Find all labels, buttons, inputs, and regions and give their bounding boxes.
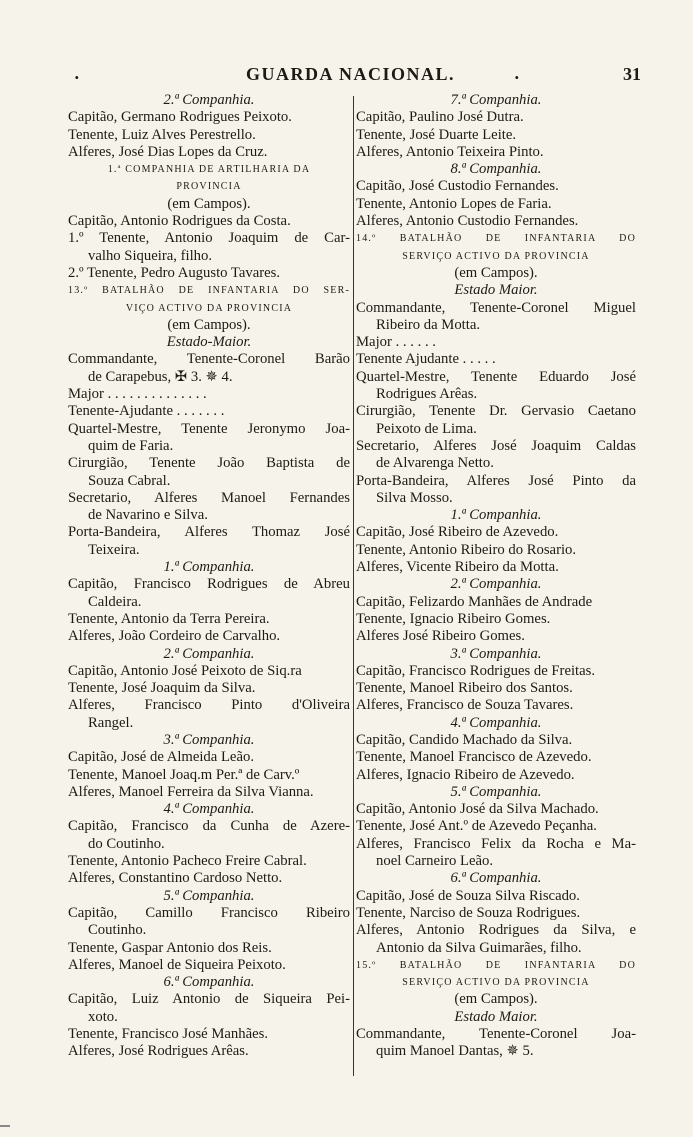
running-title: GUARDA NACIONAL. (245, 64, 455, 84)
section-heading: 2.ª Companhia. (163, 92, 255, 108)
text-line: Tenente-Ajudante . . . . . . . (68, 403, 225, 420)
text-line: Tenente, Manoel Ribeiro dos Santos. (356, 680, 573, 697)
text-line: Antonio da Silva Guimarães, filho. (376, 939, 582, 956)
text-line: Tenente Ajudante . . . . . (356, 351, 496, 368)
text-line: Alferes, Francisco Pinto d'Oliveira (68, 697, 350, 714)
text-line: Capitão, Paulino José Dutra. (356, 109, 524, 126)
section-heading: 1.ª Companhia. (450, 507, 542, 524)
text-line: Tenente, Manoel Joaq.m Per.ª de Carv.º (68, 766, 300, 783)
text-line: Tenente, Luiz Alves Perestrello. (68, 126, 256, 143)
page-header (60, 60, 641, 88)
text-line: quim Manoel Dantas, ✵ 5. (376, 1043, 534, 1060)
header-left-mark: · (74, 68, 80, 87)
text-line: Major . . . . . . . . . . . . . . (68, 386, 207, 403)
text-line: Ribeiro da Motta. (376, 316, 481, 333)
section-heading: 1.ª Companhia. (163, 559, 255, 576)
unit-heading: SERVIÇO ACTIVO DA PROVINCIA (402, 977, 590, 989)
text-line: Alferes, Antonio Custodio Fernandes. (356, 213, 579, 230)
text-line: Commandante, Tenente-Coronel Miguel (356, 299, 636, 316)
text-line: Alferes, Antonio Rodrigues da Silva, e (356, 922, 636, 939)
text-line: Tenente, Francisco José Manhães. (68, 1026, 269, 1043)
text-line: Capitão, Francisco Rodrigues de Abreu (68, 576, 350, 593)
text-line: Porta-Bandeira, Alferes Thomaz José (68, 524, 350, 541)
section-heading: 3.ª Companhia. (163, 731, 255, 748)
text-line: Alferes, Antonio Teixeira Pinto. (356, 143, 544, 160)
section-heading: 4.ª Companhia. (163, 801, 255, 818)
text-line: Alferes, Francisco Felix da Rocha e Ma- (356, 835, 636, 852)
text-line: quim de Faria. (88, 437, 174, 454)
section-heading: 5.ª Companhia. (450, 783, 542, 800)
text-line: Cirurgião, Tenente Dr. Gervasio Caetano (356, 403, 636, 420)
unit-heading: 14.º BATALHÃO DE INFANTARIA DO (356, 233, 636, 245)
text-line: noel Carneiro Leão. (376, 853, 494, 870)
text-line: Secretario, Alferes Manoel Fernandes (68, 489, 350, 506)
text-line: Capitão, Luiz Antonio de Siqueira Pei- (68, 991, 350, 1008)
text-line: Rodrigues Arêas. (376, 386, 478, 403)
section-heading: 4.ª Companhia. (450, 714, 542, 731)
page-number: 31 (623, 64, 641, 84)
header-mid-mark: · (514, 68, 520, 87)
text-line: Alferes, Manoel de Siqueira Peixoto. (68, 956, 286, 973)
text-line: Peixoto de Lima. (376, 420, 477, 437)
text-line: Alferes, Vicente Ribeiro da Motta. (356, 559, 559, 576)
text-line: Tenente, José Duarte Leite. (356, 126, 517, 143)
text-line: Capitão, José de Almeida Leão. (68, 749, 254, 766)
text-line: Capitão, Camillo Francisco Ribeiro (68, 904, 350, 921)
text-line: (em Campos). (454, 264, 538, 281)
text-line: Porta-Bandeira, Alferes José Pinto da (356, 472, 636, 489)
unit-heading: 1.ª COMPANHIA DE ARTILHARIA DA (107, 164, 311, 176)
text-line: Alferes, Francisco de Souza Tavares. (356, 697, 574, 714)
text-line: Souza Cabral. (88, 472, 171, 489)
left-column (68, 92, 350, 1061)
section-heading: 3.ª Companhia. (450, 645, 542, 662)
section-heading: 6.ª Companhia. (163, 974, 255, 991)
page-edge-mark (0, 1125, 10, 1127)
text-line: Tenente, Antonio Lopes de Faria. (356, 195, 552, 212)
text-line: Tenente, José Ant.º de Azevedo Peçanha. (356, 818, 597, 835)
text-line: Alferes, Constantino Cardoso Netto. (68, 870, 283, 887)
text-line: Rangel. (88, 714, 134, 731)
text-line: Commandante, Tenente-Coronel Joa- (356, 1026, 636, 1043)
text-line: Cirurgião, Tenente João Baptista de (68, 455, 350, 472)
text-line: Capitão, Francisco Rodrigues de Freitas. (356, 662, 596, 679)
text-line: Alferes José Ribeiro Gomes. (356, 628, 525, 645)
text-line: Capitão, José de Souza Silva Riscado. (356, 887, 580, 904)
text-line: Capitão, Germano Rodrigues Peixoto. (68, 109, 292, 126)
section-heading: Estado-Maior. (166, 334, 252, 351)
text-line: Tenente, Ignacio Ribeiro Gomes. (356, 610, 551, 627)
text-line: Alferes, Ignacio Ribeiro de Azevedo. (356, 766, 575, 783)
unit-heading: 13.º BATALHÃO DE INFANTARIA DO SER- (68, 285, 350, 297)
text-line: Tenente, Manoel Francisco de Azevedo. (356, 749, 592, 766)
unit-heading: VIÇO ACTIVO DA PROVINCIA (125, 302, 293, 314)
text-line: Alferes, Manoel Ferreira da Silva Vianna. (68, 783, 314, 800)
text-line: de Carapebus, ✠ 3. ✵ 4. (88, 368, 233, 385)
text-line: Commandante, Tenente-Coronel Barão (68, 351, 350, 368)
section-heading: Estado Maior. (454, 282, 538, 299)
text-line: Capitão, Antonio Rodrigues da Costa. (68, 213, 291, 230)
text-line: Capitão, Candido Machado da Silva. (356, 731, 573, 748)
text-line: 2.º Tenente, Pedro Augusto Tavares. (68, 264, 281, 281)
section-heading: 2.ª Companhia. (450, 576, 542, 593)
text-line: Caldeira. (88, 593, 142, 610)
column-divider (353, 96, 354, 1076)
text-line: Coutinho. (88, 922, 147, 939)
text-line: Capitão, Antonio José Peixoto de Siq.ra (68, 662, 302, 679)
section-heading: 8.ª Companhia. (450, 161, 542, 178)
text-line: Alferes, José Dias Lopes da Cruz. (68, 143, 268, 160)
text-line: Quartel-Mestre, Tenente Jeronymo Joa- (68, 420, 350, 437)
text-line: Tenente, Gaspar Antonio dos Reis. (68, 939, 272, 956)
text-line: (em Campos). (454, 991, 538, 1008)
text-line: Secretario, Alferes José Joaquim Caldas (356, 437, 636, 454)
right-column (356, 92, 636, 1061)
text-line: Alferes, João Cordeiro de Carvalho. (68, 628, 281, 645)
unit-heading: PROVINCIA (176, 181, 242, 193)
text-line: valho Siqueira, filho. (88, 247, 213, 264)
text-line: Capitão, José Custodio Fernandes. (356, 178, 559, 195)
text-line: Quartel-Mestre, Tenente Eduardo José (356, 368, 636, 385)
text-line: Capitão, Felizardo Manhães de Andrade (356, 593, 593, 610)
text-line: Capitão, Francisco da Cunha de Azere- (68, 818, 350, 835)
text-line: do Coutinho. (88, 835, 165, 852)
text-line: (em Campos). (167, 316, 251, 333)
text-line: Tenente, José Joaquim da Silva. (68, 680, 256, 697)
text-line: Tenente, Antonio Pacheco Freire Cabral. (68, 853, 307, 870)
text-line: Tenente, Narciso de Souza Rodrigues. (356, 904, 581, 921)
unit-heading: SERVIÇO ACTIVO DA PROVINCIA (402, 250, 590, 262)
section-heading: 6.ª Companhia. (450, 870, 542, 887)
text-line: Capitão, José Ribeiro de Azevedo. (356, 524, 559, 541)
unit-heading: 15.º BATALHÃO DE INFANTARIA DO (356, 959, 636, 971)
text-line: Teixeira. (88, 541, 140, 558)
section-heading: 5.ª Companhia. (163, 887, 255, 904)
text-line: de Navarino e Silva. (88, 507, 208, 524)
text-line: Major . . . . . . (356, 334, 436, 351)
section-heading: 2.ª Companhia. (163, 645, 255, 662)
text-line: Tenente, Antonio da Terra Pereira. (68, 610, 270, 627)
section-heading: Estado Maior. (454, 1008, 538, 1025)
text-line: Alferes, José Rodrigues Arêas. (68, 1043, 249, 1060)
text-line: Capitão, Antonio José da Silva Machado. (356, 801, 599, 818)
text-line: (em Campos). (167, 195, 251, 212)
text-line: xoto. (88, 1008, 118, 1025)
text-line: 1.º Tenente, Antonio Joaquim de Car- (68, 230, 350, 247)
text-line: de Alvarenga Netto. (376, 455, 494, 472)
text-line: Silva Mosso. (376, 489, 453, 506)
section-heading: 7.ª Companhia. (450, 92, 542, 108)
text-line: Tenente, Antonio Ribeiro do Rosario. (356, 541, 577, 558)
